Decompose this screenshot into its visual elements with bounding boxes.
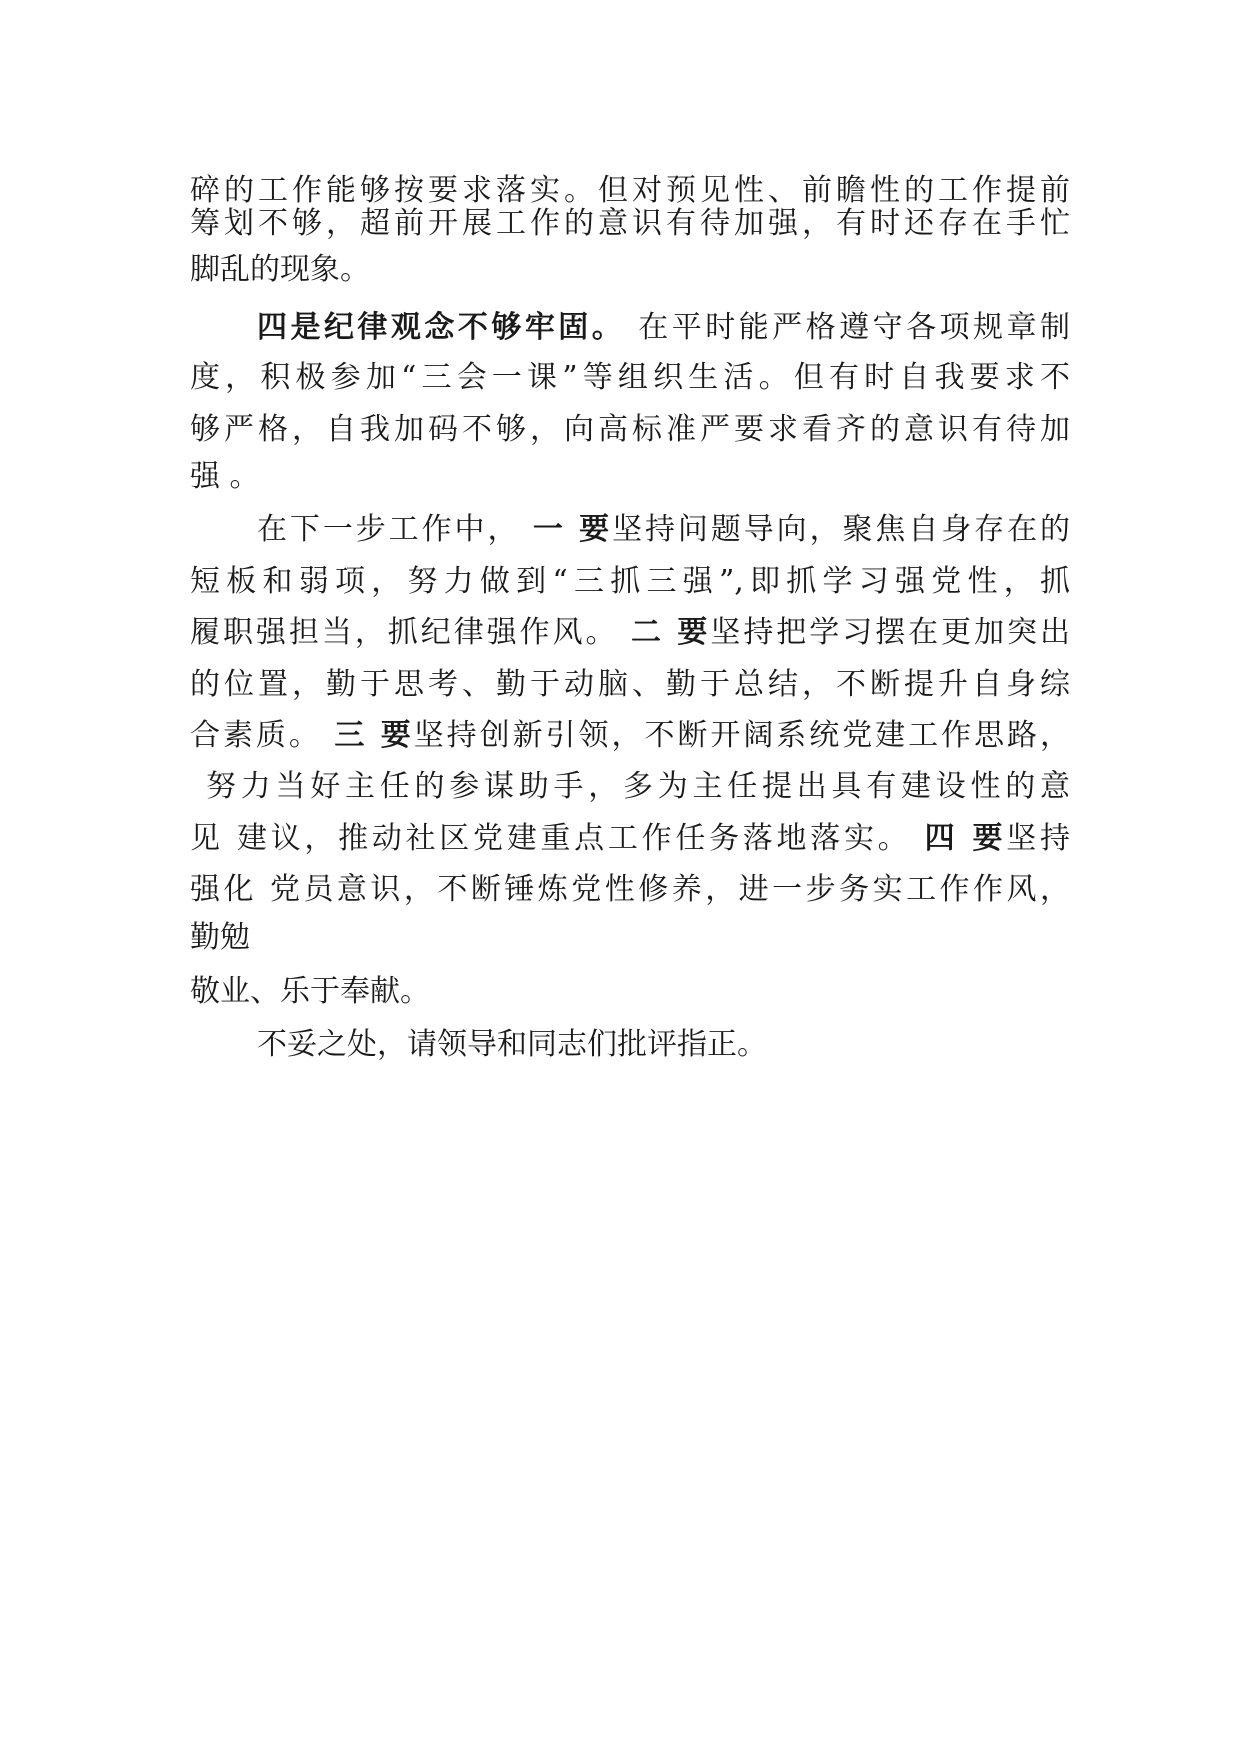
paragraph-line	[257, 510, 1070, 550]
paragraph-text: 坚持把学习摆在更加突出	[710, 615, 1070, 650]
paragraph-text: 坚持问题导向，聚焦自身存在的	[612, 512, 1070, 547]
paragraph-text: 在下一步工作中，	[257, 512, 521, 547]
emphasis-text: 一 要	[532, 512, 613, 547]
paragraph-line: 努力当好主任的参谋助手，多为主任提出具有建设性的意	[206, 769, 1070, 804]
paragraph-line	[190, 819, 1070, 859]
paragraph-line: 筹划不够，超前开展工作的意识有待加强，有时还存在手忙	[190, 206, 1070, 241]
paragraph-text: 合素质。	[190, 718, 322, 753]
emphasis-text: 二 要	[631, 615, 711, 650]
paragraph-line: 勤勉	[190, 920, 250, 955]
paragraph-line	[190, 716, 1070, 756]
paragraph-line: 强化 党员意识，不断锤炼党性修养，进一步务实工作作风，	[190, 872, 1070, 907]
paragraph-text: 坚持	[1006, 821, 1070, 856]
paragraph-line: 的位置，勤于思考、勤于动脑、勤于总结，不断提升自身综	[190, 667, 1070, 702]
paragraph-line: 敬业、乐于奉献。	[190, 974, 430, 1009]
paragraph-line: 强 。	[190, 459, 260, 494]
paragraph-text: 坚持创新引领，不断开阔系统党建工作思路，	[413, 718, 1070, 753]
paragraph-line: 短板和弱项，努力做到“三抓三强”,即抓学习强党性，抓	[190, 564, 1070, 599]
paragraph-line	[190, 613, 1070, 653]
paragraph-line: 碎的工作能够按要求落实。但对预见性、前瞻性的工作提前	[190, 173, 1070, 208]
closing-line: 不妥之处，请领导和同志们批评指正。	[257, 1027, 767, 1062]
paragraph-text: 在平时能严格遵守各项规章制	[638, 310, 1070, 345]
emphasis-text: 三 要	[334, 718, 414, 753]
paragraph-line: 够严格，自我加码不够，向高标准严要求看齐的意识有待加	[190, 412, 1070, 447]
paragraph-text: 履职强担当，抓纪律强作风。	[190, 615, 619, 650]
emphasis-text: 四 要	[924, 821, 1007, 856]
paragraph-line: 脚乱的现象。	[190, 252, 370, 287]
section-heading: 四是纪律观念不够牢固。	[257, 310, 626, 345]
paragraph-line: 度，积极参加“三会一课”等组织生活。但有时自我要求不	[190, 360, 1070, 395]
paragraph-line	[257, 308, 1070, 348]
paragraph-text: 见 建议，推动社区党建重点工作任务落地落实。	[190, 821, 912, 856]
